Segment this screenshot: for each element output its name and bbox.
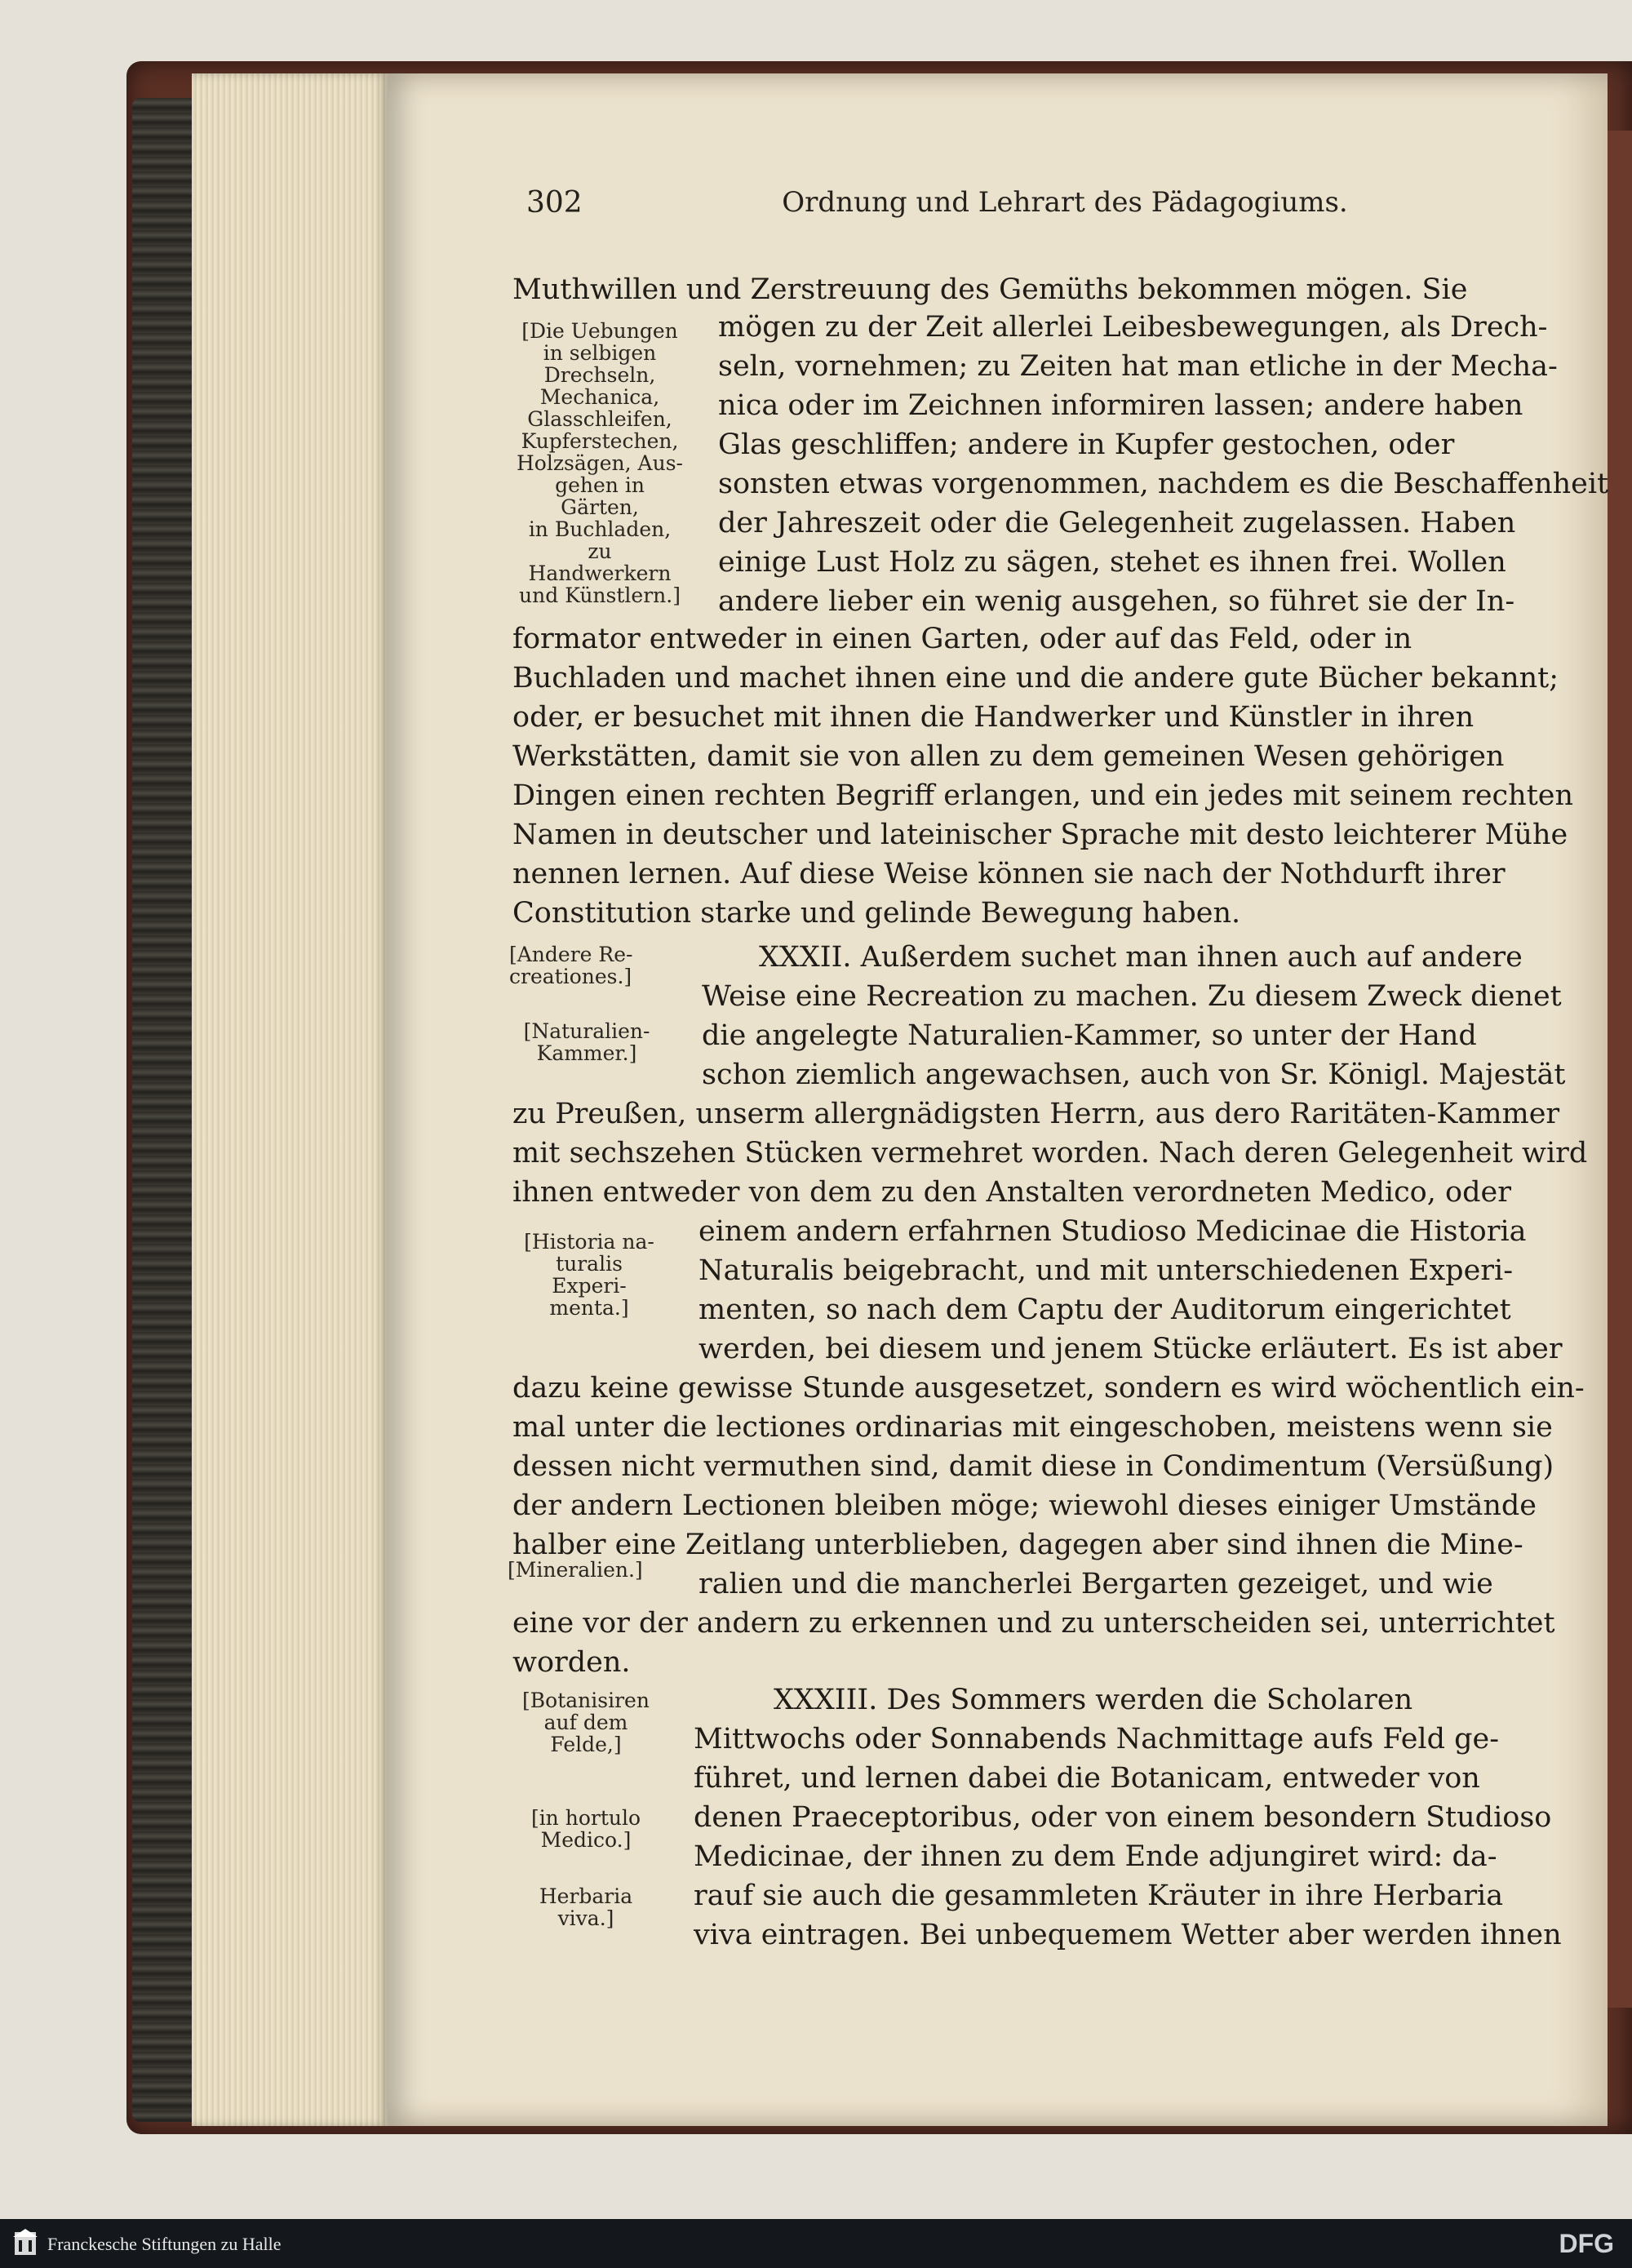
text-line: Dingen einen rechten Begriff erlangen, und ein jedes mit seinem rechten [512, 779, 1574, 812]
text-line: sonsten etwas vorgenommen, nachdem es die Beschaffenheit [718, 468, 1609, 500]
text-line: Namen in deutscher und lateinischer Sprache mit desto leichterer Mühe [512, 819, 1568, 851]
footer-label: Franckesche Stiftungen zu Halle [47, 2234, 282, 2254]
text-line: der Jahreszeit oder die Gelegenheit zugelassen. Haben [718, 507, 1516, 539]
text-line: einige Lust Holz zu sägen, stehet es ihnen frei. Wollen [718, 546, 1506, 579]
section-heading-xxxiii: XXXIII. Des Sommers werden die Scholaren [774, 1684, 1413, 1716]
text-line: dessen nicht vermuthen sind, damit diese in Condimentum (Versüßung) [512, 1450, 1554, 1483]
text-line: rauf sie auch die gesammleten Kräuter in ihre Herbaria [694, 1880, 1504, 1912]
text-line: Medicinae, der ihnen zu dem Ende adjungiret wird: da- [694, 1840, 1497, 1873]
text-line: Muthwillen und Zerstreuung des Gemüths bekommen mögen. Sie [512, 273, 1468, 306]
margin-note: [Botanisiren auf dem Felde,] [522, 1689, 650, 1756]
text-line: ihnen entweder von dem zu den Anstalten verordneten Medico, oder [512, 1176, 1511, 1209]
text-line: seln, vornehmen; zu Zeiten hat man etliche in der Mecha- [718, 350, 1558, 383]
text-line: führet, und lernen dabei die Botanicam, entweder von [694, 1762, 1480, 1795]
margin-note: [Naturalien- Kammer.] [523, 1019, 650, 1065]
page-header [526, 186, 1603, 235]
running-head: Ordnung und Lehrart des Pädagogiums. [782, 186, 1348, 219]
text-line: Constitution starke und gelinde Bewegung haben. [512, 897, 1241, 930]
text-line: schon ziemlich angewachsen, auch von Sr. Königl. Majestät [702, 1059, 1566, 1091]
right-cover-edge [1603, 131, 1632, 2008]
margin-note: [in hortulo Medico.] [530, 1806, 641, 1852]
text-line: Werkstätten, damit sie von allen zu dem gemeinen Wesen gehörigen [512, 740, 1505, 773]
text-line: formator entweder in einen Garten, oder auf das Feld, oder in [512, 623, 1412, 655]
text-line: dazu keine gewisse Stunde ausgesetzet, sondern es wird wöchentlich ein- [512, 1372, 1585, 1405]
institution-logo-icon [11, 2227, 39, 2260]
text-line: viva eintragen. Bei unbequemem Wetter aber werden ihnen [694, 1919, 1562, 1951]
text-line: einem andern erfahrnen Studioso Medicinae die Historia [698, 1215, 1527, 1248]
text-line: ralien und die mancherlei Bergarten gezeiget, und wie [698, 1568, 1493, 1600]
text-line: Mittwochs oder Sonnabends Nachmittage aufs Feld ge- [694, 1723, 1500, 1755]
margin-note: [Historia na- turalis Experi- menta.] [524, 1230, 654, 1320]
text-line: Weise eine Recreation zu machen. Zu diesem Zweck dienet [702, 980, 1562, 1013]
section-heading-xxxii: XXXII. Außerdem suchet man ihnen auch auf andere [759, 941, 1523, 974]
text-line: nennen lernen. Auf diese Weise können sie nach der Nothdurft ihrer [512, 858, 1506, 890]
text-line: worden. [512, 1646, 631, 1679]
text-line: halber eine Zeitlang unterblieben, dagegen aber sind ihnen die Mine- [512, 1529, 1523, 1561]
text-line: nica oder im Zeichnen informiren lassen; andere haben [718, 389, 1523, 422]
text-line: die angelegte Naturalien-Kammer, so unter der Hand [702, 1019, 1477, 1052]
text-line: der andern Lectionen bleiben möge; wiewohl dieses einiger Umstände [512, 1489, 1537, 1522]
text-line: mit sechszehen Stücken vermehret worden. Nach deren Gelegenheit wird [512, 1137, 1588, 1170]
text-line: mögen zu der Zeit allerlei Leibesbewegungen, als Drech- [718, 311, 1548, 344]
footer-brand: DFG [1559, 2229, 1614, 2258]
margin-note: Herbaria viva.] [539, 1884, 633, 1930]
text-line: oder, er besuchet mit ihnen die Handwerker und Künstler in ihren [512, 701, 1475, 734]
text-line: zu Preußen, unserm allergnädigsten Herrn, aus dero Raritäten-Kammer [512, 1098, 1560, 1130]
margin-note: [Die Uebungen in selbigen Drechseln, Mechanica, Glasschleifen, Kupferstechen, Holzsägen, Aus- gehen in Gärten, in Buchladen, zu Handwerkern und Künstlern.] [517, 319, 683, 607]
page-number: 302 [526, 186, 583, 220]
page-edges [192, 73, 388, 2126]
text-line: Buchladen und machet ihnen eine und die andere gute Bücher bekannt; [512, 662, 1559, 695]
text-line: denen Praeceptoribus, oder von einem besondern Studioso [694, 1801, 1552, 1834]
book-spine [132, 98, 196, 2122]
text-line: eine vor der andern zu erkennen und zu unterscheiden sei, unterrichtet [512, 1607, 1555, 1640]
margin-note: [Andere Re- creationes.] [509, 943, 633, 988]
text-line: menten, so nach dem Captu der Auditorum eingerichtet [698, 1294, 1511, 1326]
footer-bar [0, 2219, 1632, 2268]
margin-note: [Mineralien.] [508, 1558, 643, 1582]
text-line: Naturalis beigebracht, und mit unterschiedenen Experi- [698, 1254, 1514, 1287]
text-line: werden, bei diesem und jenem Stücke erläutert. Es ist aber [698, 1333, 1563, 1365]
text-line: andere lieber ein wenig ausgehen, so führet sie der In- [718, 585, 1515, 618]
text-line: mal unter die lectiones ordinarias mit eingeschoben, meistens wenn sie [512, 1411, 1553, 1444]
text-line: Glas geschliffen; andere in Kupfer gestochen, oder [718, 428, 1455, 461]
